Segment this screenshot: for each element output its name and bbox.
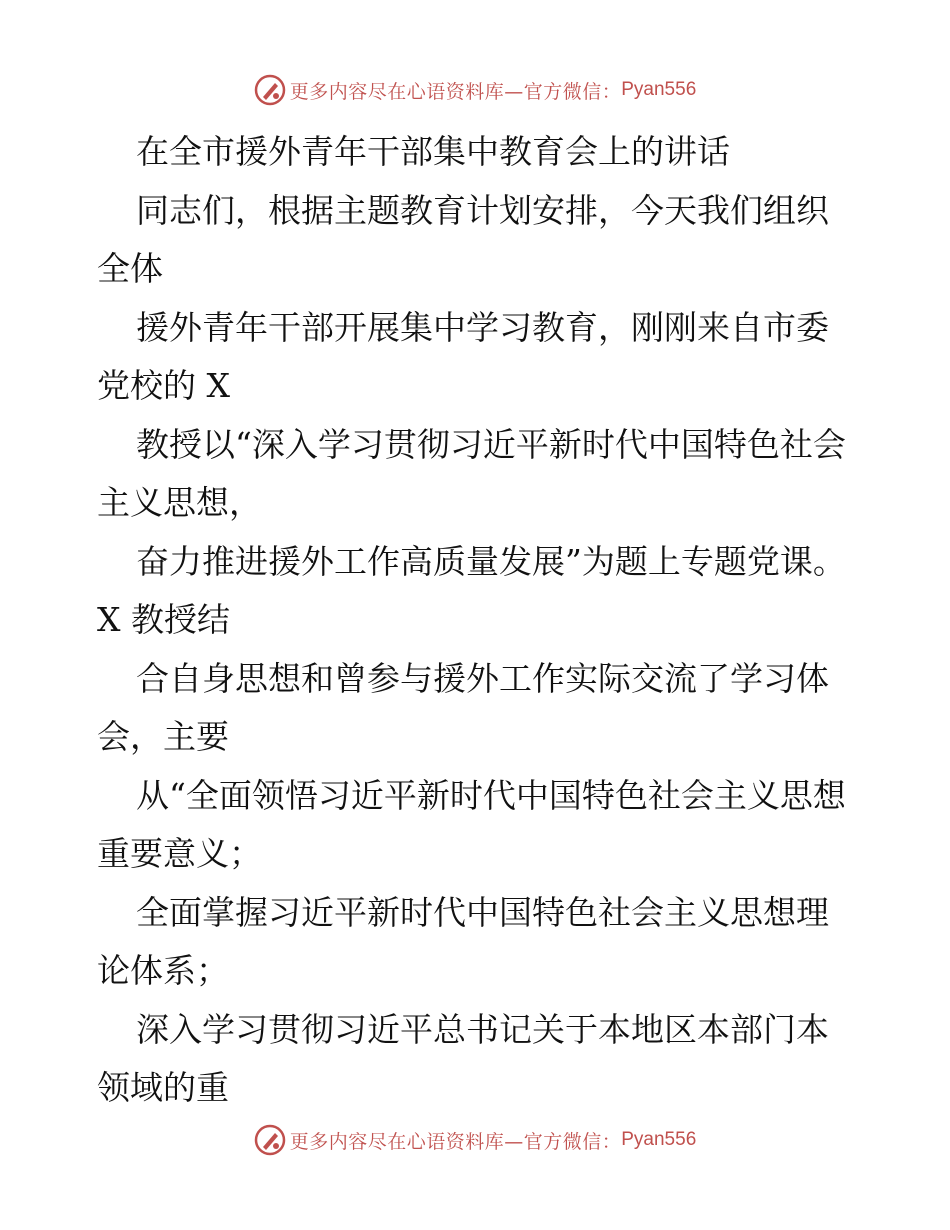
- paragraph: 援外青年干部开展集中学习教育，刚刚来自市委党校的 X: [97, 307, 829, 405]
- paragraph-title: 在全市援外青年干部集中教育会上的讲话: [136, 132, 730, 171]
- watermark-text: 更多内容尽在心语资料库—官方微信：: [289, 1130, 622, 1153]
- paragraph: 奋力推进援外工作高质量发展”为题上专题党课。X 教授结: [97, 541, 846, 639]
- paragraph: 全面掌握习近平新时代中国特色社会主义思想理论体系；: [97, 892, 829, 990]
- paragraph: 从“全面领悟习近平新时代中国特色社会主义思想重要意义；: [97, 775, 846, 873]
- paragraph: 同志们，根据主题教育计划安排，今天我们组织全体: [97, 190, 829, 288]
- watermark-text: 更多内容尽在心语资料库—官方微信：: [289, 80, 622, 103]
- watermark-handle: Pyan556: [621, 1129, 697, 1150]
- pen-logo-icon: [254, 74, 286, 106]
- header-watermark: [0, 70, 950, 110]
- footer-watermark: [0, 1120, 950, 1160]
- pen-logo-icon: [254, 1124, 286, 1156]
- paragraph: 教授以“深入学习贯彻习近平新时代中国特色社会主义思想，: [97, 424, 846, 522]
- paragraph: 深入学习贯彻习近平总书记关于本地区本部门本领域的重: [97, 1009, 829, 1107]
- watermark-handle: Pyan556: [621, 79, 697, 100]
- document-body: [97, 123, 857, 1118]
- paragraph: 合自身思想和曾参与援外工作实际交流了学习体会，主要: [97, 658, 829, 756]
